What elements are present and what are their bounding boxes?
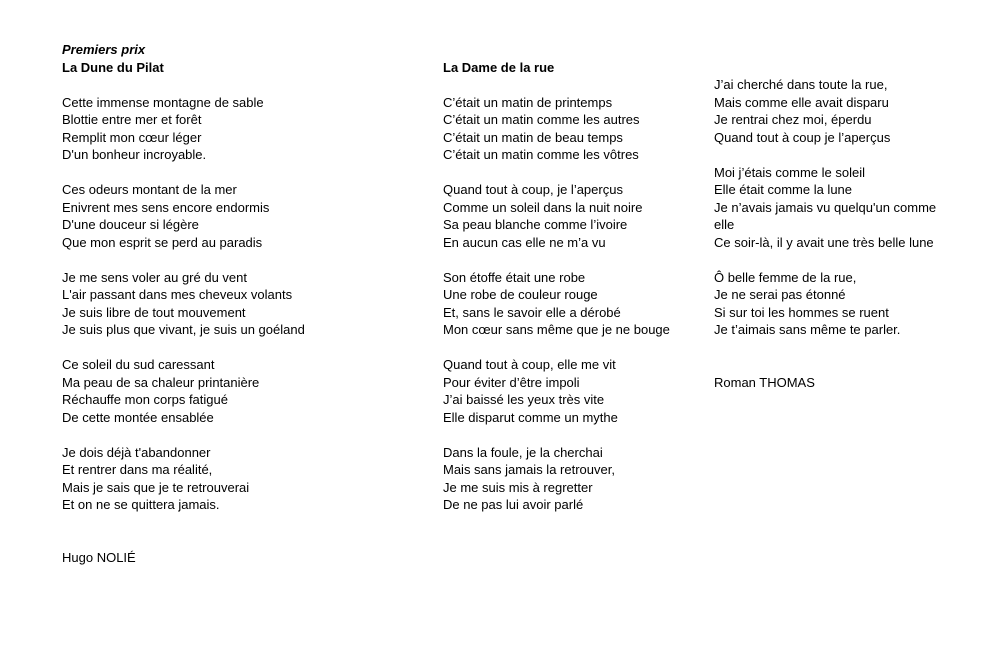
verse-line: Ô belle femme de la rue, [714,269,857,285]
stanza [714,76,946,146]
verse-line: Son étoffe était une robe [443,269,586,285]
stanza [714,269,946,339]
verse-line: C’était un matin comme les autres [443,112,640,127]
verse-line: En aucun cas elle ne m’a vu [443,234,606,250]
stanza [62,444,402,514]
verse-line: Ma peau de sa chaleur printanière [62,374,260,390]
verse-line: Réchauffe mon corps fatigué [62,392,228,407]
poem-la-dame-de-la-rue-continued [714,41,946,391]
verse-line: Je ne serai pas étonné [714,287,846,302]
stanza [443,356,693,426]
verse-line: Je suis libre de tout mouvement [62,304,246,320]
stanza [443,269,693,339]
verse-line: Quand tout à coup, elle me vit [443,357,616,372]
stanza [62,269,402,339]
stanza [443,94,693,164]
poem-title: La Dame de la rue [443,59,555,75]
verse-line: Une robe de couleur rouge [443,287,598,302]
verse-line: Et rentrer dans ma réalité, [62,462,213,477]
verse-line: Comme un soleil dans la nuit noire [443,199,643,215]
verse-line: Cette immense montagne de sable [62,94,264,110]
stanza [62,356,402,426]
verse-line: L'air passant dans mes cheveux volants [62,287,293,302]
verse-line: Je dois déjà t'abandonner [62,444,211,460]
verse-line: Mais je sais que je te retrouverai [62,479,250,495]
verse-line: Pour éviter d’être impoli [443,374,580,390]
verse-line: J’ai baissé les yeux très vite [443,392,605,407]
verse-line: D'une douceur si légère [62,217,199,232]
verse-line: Mais sans jamais la retrouver, [443,462,615,477]
verse-line: Je me sens voler au gré du vent [62,269,247,285]
verse-line: Sa peau blanche comme l’ivoire [443,217,628,232]
verse-line: Je n’avais jamais vu quelqu'un comme elle [714,199,937,232]
stanza [443,181,693,251]
verse-line: Quand tout à coup, je l’aperçus [443,182,623,197]
verse-line: Je t’aimais sans même te parler. [714,322,901,337]
verse-line: Elle disparut comme un mythe [443,409,618,425]
verse-line: Blottie entre mer et forêt [62,112,202,127]
verse-line: Je me suis mis à regretter [443,479,593,495]
verse-line: De cette montée ensablée [62,409,214,425]
prize-heading: Premiers prix [62,42,146,57]
verse-line: Dans la foule, je la cherchai [443,444,603,460]
verse-line: Et, sans le savoir elle a dérobé [443,304,621,320]
verse-line: Ce soleil du sud caressant [62,357,215,372]
verse-line: Mais comme elle avait disparu [714,94,889,110]
verse-line: Je rentrai chez moi, éperdu [714,112,872,127]
verse-line: J’ai cherché dans toute la rue, [714,77,888,92]
verse-line: C’était un matin de beau temps [443,129,623,145]
verse-line: Si sur toi les hommes se ruent [714,304,889,320]
verse-line: Que mon esprit se perd au paradis [62,234,263,250]
verse-line: Ces odeurs montant de la mer [62,182,237,197]
poem-la-dune-du-pilat [62,41,402,566]
verse-line: Elle était comme la lune [714,182,853,197]
verse-line: Moi j’étais comme le soleil [714,164,865,180]
verse-line: C’était un matin comme les vôtres [443,147,639,162]
verse-line: C’était un matin de printemps [443,94,613,110]
stanza [62,181,402,251]
verse-line: Ce soir-là, il y avait une très belle lune [714,234,934,250]
verse-line: Quand tout à coup je l’aperçus [714,129,891,145]
verse-line: D'un bonheur incroyable. [62,147,207,162]
stanza [443,444,693,514]
poem-author: Roman THOMAS [714,374,815,390]
poem-title: La Dune du Pilat [62,59,164,75]
verse-line: Enivrent mes sens encore endormis [62,199,270,215]
stanza [62,94,402,164]
verse-line: Mon cœur sans même que je ne bouge [443,322,670,337]
verse-line: De ne pas lui avoir parlé [443,497,584,512]
poem-author: Hugo NOLIÉ [62,549,136,565]
poem-la-dame-de-la-rue [443,41,693,514]
verse-line: Remplit mon cœur léger [62,129,202,145]
stanza [714,164,946,252]
verse-line: Et on ne se quittera jamais. [62,497,220,512]
verse-line: Je suis plus que vivant, je suis un goéland [62,322,305,337]
